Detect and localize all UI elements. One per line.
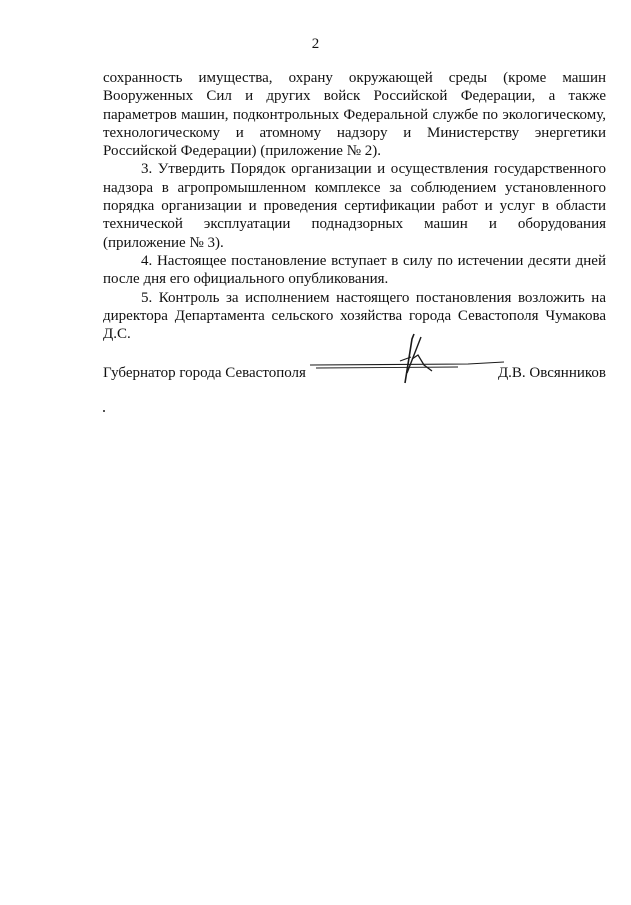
document-body [103, 69, 606, 343]
paragraph-item-4: 4. Настоящее постановление вступает в силу по истечении десяти дней после дня его официального опубликования. [103, 252, 606, 288]
paragraph-item-5: 5. Контроль за исполнением настоящего постановления возложить на директора Департамента сельского хозяйства города Севастополя Чумакова Д.С. [103, 289, 606, 343]
signatory-name: Д.В. Овсянников [497, 365, 606, 381]
paragraph-continuation: сохранность имущества, охрану окружающей среды (кроме машин Вооруженных Сил и других войск Российской Федерации, а также параметров машин, подконтрольных Федеральной службе по экологическому, технологическому и атомному надзору и Министерству энергетики Российской Федерации) (приложение № 2). [103, 70, 606, 160]
scan-artifact-dot [103, 410, 105, 412]
signatory-title: Губернатор города Севастополя [103, 365, 306, 381]
page-number: 2 [311, 36, 320, 52]
paragraph-item-3: 3. Утвердить Порядок организации и осуществления государственного надзора в агропромышленном комплексе за соблюдением установленного порядка организации и проведения сертификации работ и услуг в области технической эксплуатации поднадзорных машин и оборудования (приложение № 3). [103, 161, 606, 251]
handwritten-signature [308, 331, 508, 387]
